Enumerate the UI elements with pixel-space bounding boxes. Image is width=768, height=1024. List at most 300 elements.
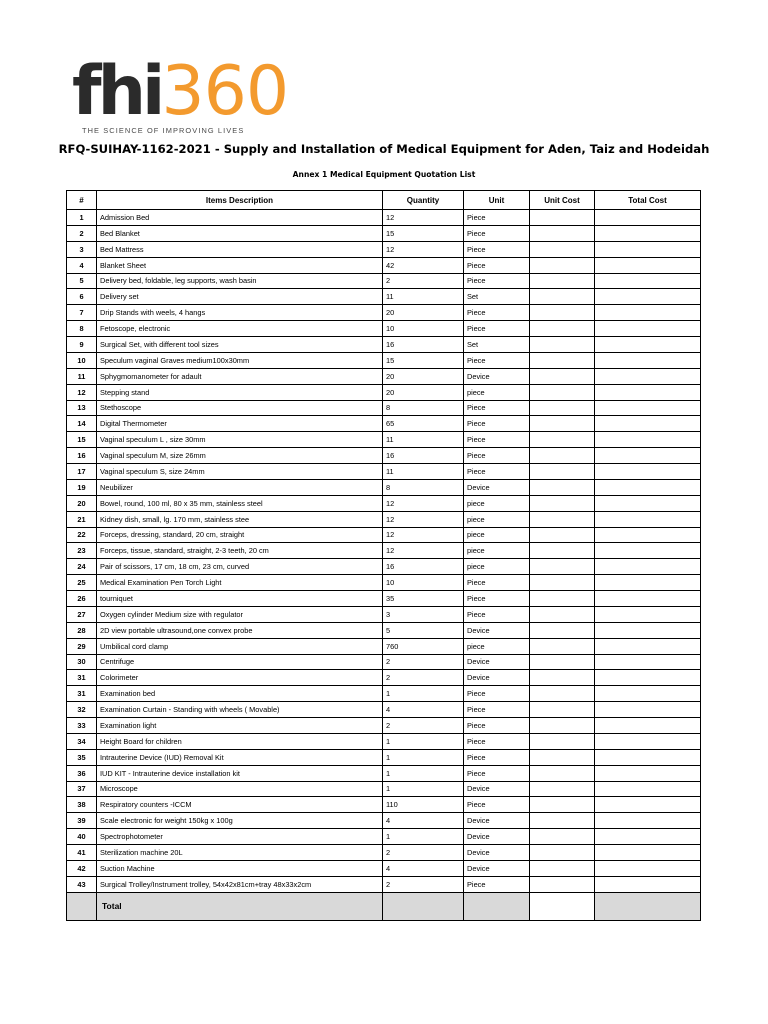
item-total-cost[interactable]: [595, 416, 701, 432]
item-description: Bed Blanket: [97, 225, 383, 241]
table-row: [67, 876, 701, 892]
item-number: 7: [67, 305, 97, 321]
item-quantity: 4: [383, 813, 464, 829]
item-unit: Piece: [464, 305, 530, 321]
table-row: [67, 448, 701, 464]
item-description: 2D view portable ultrasound,one convex probe: [97, 622, 383, 638]
item-unit-cost[interactable]: [530, 495, 595, 511]
item-description: Microscope: [97, 781, 383, 797]
item-unit-cost[interactable]: [530, 591, 595, 607]
table-row: [67, 464, 701, 480]
item-description: Digital Thermometer: [97, 416, 383, 432]
item-total-cost[interactable]: [595, 606, 701, 622]
item-total-cost[interactable]: [595, 813, 701, 829]
item-unit-cost[interactable]: [530, 686, 595, 702]
item-description: Examination Curtain - Standing with wheels ( Movable): [97, 702, 383, 718]
item-quantity: 2: [383, 845, 464, 861]
item-quantity: 12: [383, 511, 464, 527]
item-unit: Piece: [464, 575, 530, 591]
item-quantity: 15: [383, 225, 464, 241]
item-description: Blanket Sheet: [97, 257, 383, 273]
item-description: Vaginal speculum M, size 26mm: [97, 448, 383, 464]
item-unit: Piece: [464, 448, 530, 464]
item-number: 37: [67, 781, 97, 797]
item-quantity: 16: [383, 559, 464, 575]
item-total-cost[interactable]: [595, 464, 701, 480]
item-unit-cost[interactable]: [530, 638, 595, 654]
table-row: [67, 686, 701, 702]
table-row: [67, 860, 701, 876]
item-unit: piece: [464, 511, 530, 527]
table-body: [67, 210, 701, 893]
item-quantity: 20: [383, 384, 464, 400]
item-number: 35: [67, 749, 97, 765]
item-unit-cost[interactable]: [530, 368, 595, 384]
item-total-cost[interactable]: [595, 337, 701, 353]
item-description: Height Board for children: [97, 733, 383, 749]
table-row: [67, 670, 701, 686]
item-unit: Piece: [464, 606, 530, 622]
header-items-description: Items Description: [97, 191, 383, 210]
item-total-cost[interactable]: [595, 527, 701, 543]
item-total-cost[interactable]: [595, 797, 701, 813]
item-number: 13: [67, 400, 97, 416]
item-description: Sphygmomanometer for adault: [97, 368, 383, 384]
item-number: 17: [67, 464, 97, 480]
table-row: [67, 622, 701, 638]
item-unit: Piece: [464, 257, 530, 273]
item-quantity: 1: [383, 749, 464, 765]
item-unit: Piece: [464, 352, 530, 368]
item-number: 8: [67, 321, 97, 337]
fhi360-logo: [72, 52, 289, 138]
quotation-table: [66, 190, 701, 921]
item-description: Umbilical cord clamp: [97, 638, 383, 654]
table-row: [67, 606, 701, 622]
item-quantity: 12: [383, 543, 464, 559]
item-number: 3: [67, 241, 97, 257]
item-unit: piece: [464, 495, 530, 511]
header-unit: Unit: [464, 191, 530, 210]
item-description: Scale electronic for weight 150kg x 100g: [97, 813, 383, 829]
table-row: [67, 352, 701, 368]
item-total-cost[interactable]: [595, 321, 701, 337]
item-number: 33: [67, 718, 97, 734]
table-header-row: [67, 191, 701, 210]
item-description: Vaginal speculum L , size 30mm: [97, 432, 383, 448]
item-unit: Set: [464, 289, 530, 305]
item-number: 31: [67, 670, 97, 686]
item-description: Bed Mattress: [97, 241, 383, 257]
item-number: 41: [67, 845, 97, 861]
item-unit-cost[interactable]: [530, 511, 595, 527]
item-number: 24: [67, 559, 97, 575]
item-description: Examination light: [97, 718, 383, 734]
table-row: [67, 273, 701, 289]
item-unit-cost[interactable]: [530, 384, 595, 400]
table-row: [67, 368, 701, 384]
document-subtitle: Annex 1 Medical Equipment Quotation List: [292, 170, 476, 179]
item-total-cost[interactable]: [595, 432, 701, 448]
item-unit-cost[interactable]: [530, 289, 595, 305]
table-row: [67, 718, 701, 734]
item-unit: piece: [464, 543, 530, 559]
table-row: [67, 829, 701, 845]
item-total-cost[interactable]: [595, 670, 701, 686]
item-number: 21: [67, 511, 97, 527]
table-row: [67, 733, 701, 749]
item-description: Centrifuge: [97, 654, 383, 670]
item-unit-cost[interactable]: [530, 559, 595, 575]
item-number: 31: [67, 686, 97, 702]
item-quantity: 20: [383, 305, 464, 321]
item-description: Intrauterine Device (IUD) Removal Kit: [97, 749, 383, 765]
item-unit-cost[interactable]: [530, 400, 595, 416]
item-description: Drip Stands with weels, 4 hangs: [97, 305, 383, 321]
table-row: [67, 210, 701, 226]
item-description: Neubilizer: [97, 479, 383, 495]
item-quantity: 2: [383, 670, 464, 686]
item-total-cost[interactable]: [595, 543, 701, 559]
item-total-cost[interactable]: [595, 702, 701, 718]
item-total-cost[interactable]: [595, 305, 701, 321]
item-description: Delivery bed, foldable, leg supports, wash basin: [97, 273, 383, 289]
item-total-cost[interactable]: [595, 352, 701, 368]
item-unit-cost[interactable]: [530, 273, 595, 289]
header-unit-cost: Unit Cost: [530, 191, 595, 210]
item-unit: Piece: [464, 432, 530, 448]
item-number: 38: [67, 797, 97, 813]
table-row: [67, 400, 701, 416]
item-total-cost[interactable]: [595, 257, 701, 273]
item-quantity: 11: [383, 289, 464, 305]
item-total-cost[interactable]: [595, 860, 701, 876]
item-unit-cost[interactable]: [530, 876, 595, 892]
item-total-cost[interactable]: [595, 765, 701, 781]
table-row: [67, 384, 701, 400]
item-total-cost[interactable]: [595, 733, 701, 749]
logo-word-dark: fhi: [72, 52, 162, 131]
item-unit-cost[interactable]: [530, 718, 595, 734]
item-quantity: 4: [383, 860, 464, 876]
table-row: [67, 543, 701, 559]
item-unit-cost[interactable]: [530, 225, 595, 241]
item-quantity: 1: [383, 829, 464, 845]
item-unit-cost[interactable]: [530, 622, 595, 638]
item-quantity: 11: [383, 464, 464, 480]
item-total-cost[interactable]: [595, 622, 701, 638]
item-number: 4: [67, 257, 97, 273]
item-unit-cost[interactable]: [530, 352, 595, 368]
document-title: RFQ-SUIHAY-1162-2021 - Supply and Installation of Medical Equipment for Aden, Taiz and Hodeidah: [58, 142, 710, 156]
item-quantity: 8: [383, 400, 464, 416]
item-unit-cost[interactable]: [530, 670, 595, 686]
table-row: [67, 432, 701, 448]
item-unit-cost[interactable]: [530, 210, 595, 226]
item-number: 42: [67, 860, 97, 876]
item-number: 30: [67, 654, 97, 670]
item-unit: Piece: [464, 464, 530, 480]
item-total-cost[interactable]: [595, 479, 701, 495]
item-unit-cost[interactable]: [530, 654, 595, 670]
item-unit: Piece: [464, 210, 530, 226]
item-number: 25: [67, 575, 97, 591]
item-quantity: 760: [383, 638, 464, 654]
item-total-cost[interactable]: [595, 368, 701, 384]
item-unit-cost[interactable]: [530, 781, 595, 797]
item-total-cost[interactable]: [595, 654, 701, 670]
item-description: Forceps, tissue, standard, straight, 2-3 teeth, 20 cm: [97, 543, 383, 559]
item-number: 20: [67, 495, 97, 511]
item-unit-cost[interactable]: [530, 829, 595, 845]
item-number: 40: [67, 829, 97, 845]
item-unit: Piece: [464, 321, 530, 337]
item-unit-cost[interactable]: [530, 765, 595, 781]
table-row: [67, 797, 701, 813]
item-total-cost[interactable]: [595, 273, 701, 289]
item-quantity: 2: [383, 273, 464, 289]
item-unit-cost[interactable]: [530, 448, 595, 464]
item-unit-cost[interactable]: [530, 257, 595, 273]
item-unit: Device: [464, 860, 530, 876]
table-row: [67, 257, 701, 273]
item-unit: Piece: [464, 733, 530, 749]
total-label: Total: [97, 892, 383, 920]
table-row: [67, 749, 701, 765]
table-row: [67, 225, 701, 241]
item-unit: Piece: [464, 273, 530, 289]
item-number: 2: [67, 225, 97, 241]
item-description: IUD KIT - Intrauterine device installation kit: [97, 765, 383, 781]
item-number: 5: [67, 273, 97, 289]
item-total-cost[interactable]: [595, 511, 701, 527]
item-quantity: 65: [383, 416, 464, 432]
item-number: 14: [67, 416, 97, 432]
item-unit-cost[interactable]: [530, 305, 595, 321]
item-description: Vaginal speculum S, size 24mm: [97, 464, 383, 480]
item-quantity: 12: [383, 495, 464, 511]
item-total-cost[interactable]: [595, 241, 701, 257]
item-number: 43: [67, 876, 97, 892]
item-quantity: 1: [383, 765, 464, 781]
item-total-cost[interactable]: [595, 829, 701, 845]
table-row: [67, 241, 701, 257]
item-quantity: 10: [383, 321, 464, 337]
item-unit: Piece: [464, 749, 530, 765]
item-total-cost[interactable]: [595, 400, 701, 416]
item-quantity: 5: [383, 622, 464, 638]
item-quantity: 15: [383, 352, 464, 368]
item-unit: Device: [464, 479, 530, 495]
item-quantity: 110: [383, 797, 464, 813]
item-number: 9: [67, 337, 97, 353]
item-quantity: 3: [383, 606, 464, 622]
item-number: 12: [67, 384, 97, 400]
item-total-cost[interactable]: [595, 781, 701, 797]
item-total-cost[interactable]: [595, 210, 701, 226]
item-unit: Piece: [464, 241, 530, 257]
logo-tagline: THE SCIENCE OF IMPROVING LIVES: [82, 126, 245, 135]
item-unit-cost[interactable]: [530, 464, 595, 480]
item-unit-cost[interactable]: [530, 813, 595, 829]
item-number: 6: [67, 289, 97, 305]
item-unit: Device: [464, 845, 530, 861]
item-unit: Piece: [464, 400, 530, 416]
item-description: Kidney dish, small, lg. 170 mm, stainless stee: [97, 511, 383, 527]
item-unit: piece: [464, 638, 530, 654]
item-quantity: 2: [383, 718, 464, 734]
item-unit-cost[interactable]: [530, 337, 595, 353]
item-total-cost[interactable]: [595, 876, 701, 892]
table-row: [67, 845, 701, 861]
item-description: Pair of scissors, 17 cm, 18 cm, 23 cm, curved: [97, 559, 383, 575]
item-description: Surgical Set, with different tool sizes: [97, 337, 383, 353]
item-description: Sterilization machine 20L: [97, 845, 383, 861]
item-unit: piece: [464, 527, 530, 543]
item-unit-cost[interactable]: [530, 845, 595, 861]
item-description: Medical Examination Pen Torch Light: [97, 575, 383, 591]
item-total-cost[interactable]: [595, 495, 701, 511]
item-description: Suction Machine: [97, 860, 383, 876]
item-description: Colorimeter: [97, 670, 383, 686]
item-quantity: 1: [383, 686, 464, 702]
item-description: Respiratory counters -ICCM: [97, 797, 383, 813]
item-unit: Piece: [464, 876, 530, 892]
item-quantity: 12: [383, 241, 464, 257]
item-description: Fetoscope, electronic: [97, 321, 383, 337]
item-description: Bowel, round, 100 ml, 80 x 35 mm, stainless steel: [97, 495, 383, 511]
table-row: [67, 638, 701, 654]
table-row: [67, 305, 701, 321]
item-description: Stepping stand: [97, 384, 383, 400]
item-unit-cost[interactable]: [530, 702, 595, 718]
item-quantity: 35: [383, 591, 464, 607]
item-unit: Device: [464, 829, 530, 845]
item-unit-cost[interactable]: [530, 860, 595, 876]
item-total-cost[interactable]: [595, 749, 701, 765]
table-row: [67, 813, 701, 829]
item-unit-cost[interactable]: [530, 479, 595, 495]
item-total-cost[interactable]: [595, 686, 701, 702]
table-row: [67, 654, 701, 670]
item-unit-cost[interactable]: [530, 527, 595, 543]
table-row: [67, 289, 701, 305]
item-description: Spectrophotometer: [97, 829, 383, 845]
item-quantity: 1: [383, 733, 464, 749]
item-number: 10: [67, 352, 97, 368]
header-total-cost: Total Cost: [595, 191, 701, 210]
table-row: [67, 591, 701, 607]
table-row: [67, 416, 701, 432]
item-unit: Piece: [464, 225, 530, 241]
table-row: [67, 479, 701, 495]
table-row: [67, 575, 701, 591]
item-quantity: 16: [383, 448, 464, 464]
item-unit: Device: [464, 654, 530, 670]
item-unit-cost[interactable]: [530, 733, 595, 749]
item-total-cost[interactable]: [595, 845, 701, 861]
item-unit: Device: [464, 670, 530, 686]
item-unit: Piece: [464, 718, 530, 734]
item-unit: Device: [464, 622, 530, 638]
item-total-cost[interactable]: [595, 638, 701, 654]
item-number: 26: [67, 591, 97, 607]
item-quantity: 11: [383, 432, 464, 448]
item-quantity: 42: [383, 257, 464, 273]
item-unit: Piece: [464, 416, 530, 432]
item-unit: Device: [464, 781, 530, 797]
item-unit-cost[interactable]: [530, 749, 595, 765]
item-number: 23: [67, 543, 97, 559]
total-unit-cost-cell[interactable]: [530, 892, 595, 920]
item-unit-cost[interactable]: [530, 432, 595, 448]
item-number: 22: [67, 527, 97, 543]
item-unit-cost[interactable]: [530, 416, 595, 432]
total-number-cell: [67, 892, 97, 920]
item-number: 27: [67, 606, 97, 622]
item-number: 1: [67, 210, 97, 226]
table-row: [67, 527, 701, 543]
total-unit-cell: [464, 892, 530, 920]
table-row: [67, 511, 701, 527]
item-unit-cost[interactable]: [530, 575, 595, 591]
item-number: 36: [67, 765, 97, 781]
item-description: Stethoscope: [97, 400, 383, 416]
item-total-cost[interactable]: [595, 448, 701, 464]
item-number: 34: [67, 733, 97, 749]
item-description: Oxygen cylinder Medium size with regulator: [97, 606, 383, 622]
item-description: Forceps, dressing, standard, 20 cm, straight: [97, 527, 383, 543]
header-quantity: Quantity: [383, 191, 464, 210]
item-unit: Device: [464, 813, 530, 829]
item-total-cost[interactable]: [595, 559, 701, 575]
item-total-cost[interactable]: [595, 575, 701, 591]
item-total-cost[interactable]: [595, 718, 701, 734]
table-row: [67, 702, 701, 718]
item-number: 11: [67, 368, 97, 384]
item-unit: piece: [464, 559, 530, 575]
item-unit-cost[interactable]: [530, 797, 595, 813]
item-total-cost[interactable]: [595, 289, 701, 305]
total-cost-cell: [595, 892, 701, 920]
item-description: Surgical Trolley/Instrument trolley, 54x42x81cm+tray 48x33x2cm: [97, 876, 383, 892]
item-unit-cost[interactable]: [530, 321, 595, 337]
item-total-cost[interactable]: [595, 384, 701, 400]
item-description: Delivery set: [97, 289, 383, 305]
item-unit: Piece: [464, 797, 530, 813]
item-total-cost[interactable]: [595, 591, 701, 607]
item-number: 19: [67, 479, 97, 495]
total-quantity-cell: [383, 892, 464, 920]
item-unit-cost[interactable]: [530, 241, 595, 257]
item-description: tourniquet: [97, 591, 383, 607]
item-quantity: 1: [383, 781, 464, 797]
item-total-cost[interactable]: [595, 225, 701, 241]
item-quantity: 4: [383, 702, 464, 718]
logo-word-orange: 360: [161, 52, 289, 131]
item-quantity: 2: [383, 654, 464, 670]
item-unit: Piece: [464, 702, 530, 718]
item-unit: Piece: [464, 591, 530, 607]
table-row: [67, 559, 701, 575]
item-unit-cost[interactable]: [530, 543, 595, 559]
table-row: [67, 781, 701, 797]
table-row: [67, 337, 701, 353]
item-unit: Piece: [464, 686, 530, 702]
item-unit-cost[interactable]: [530, 606, 595, 622]
table-row: [67, 321, 701, 337]
item-quantity: 8: [383, 479, 464, 495]
